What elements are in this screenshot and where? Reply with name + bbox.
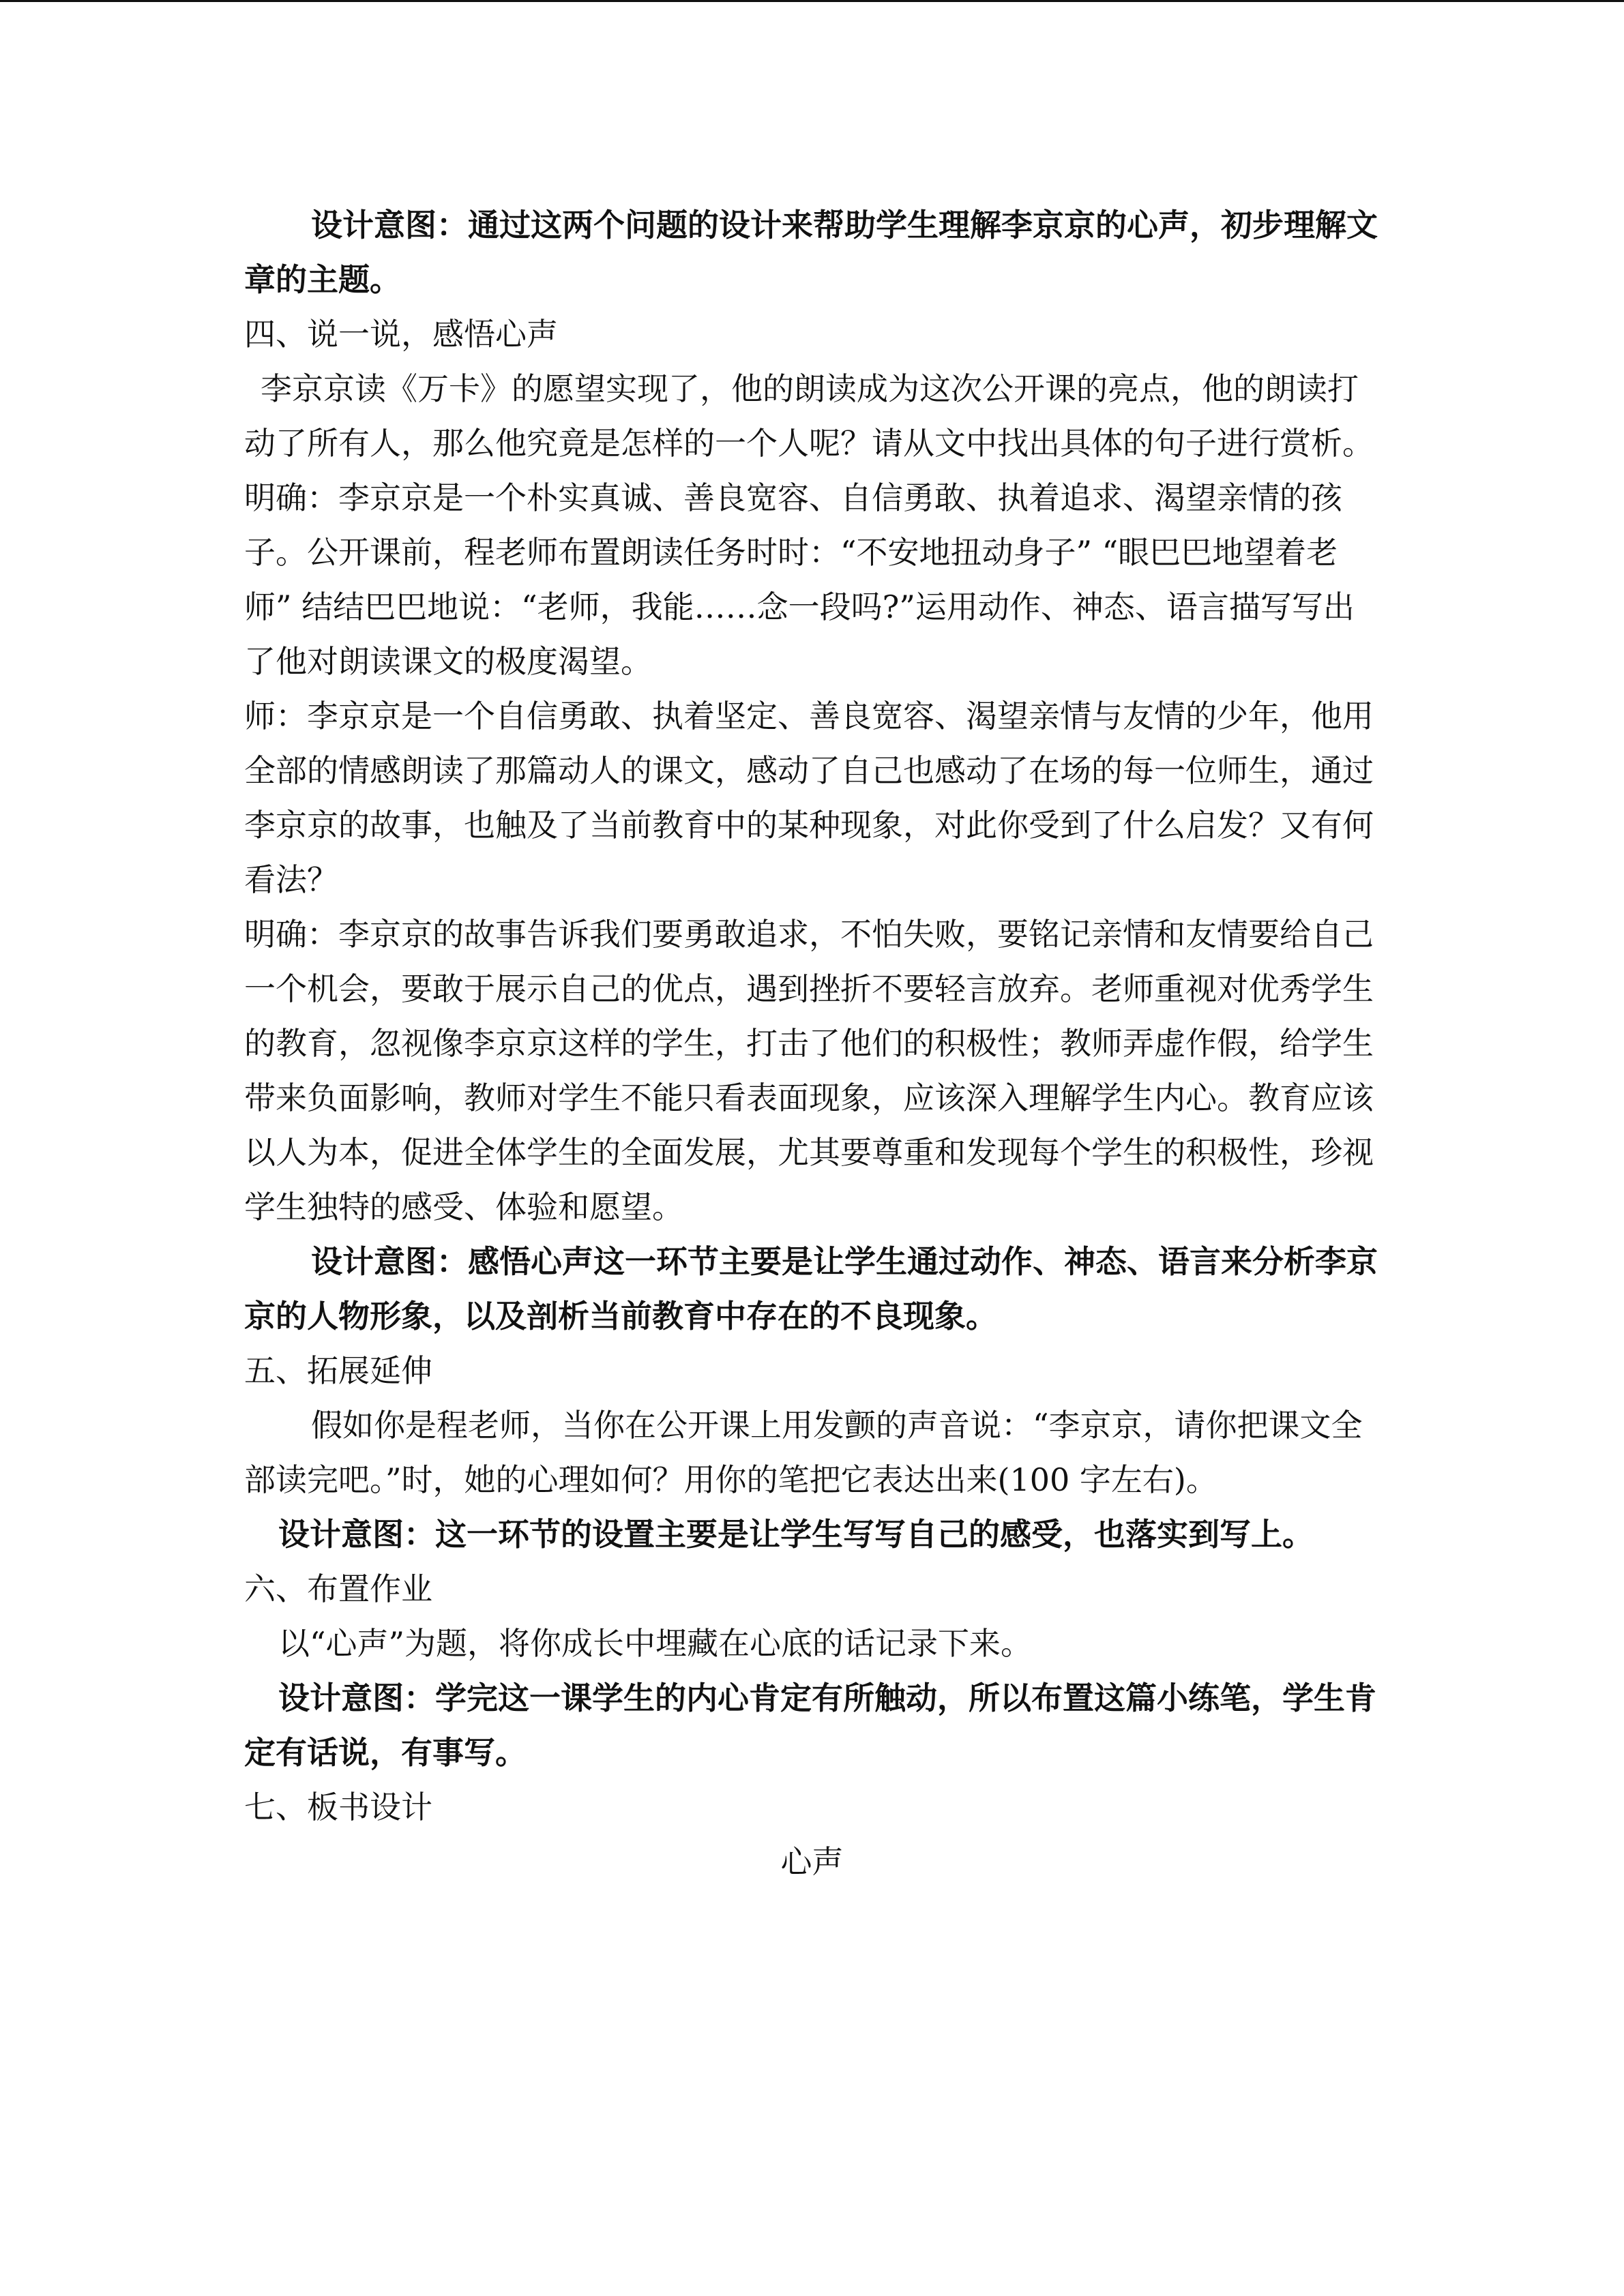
section-heading-4: 四、说一说，感悟心声	[244, 316, 558, 353]
design-intent-paragraph-1: 设计意图：通过这两个问题的设计来帮助学生理解李京京的心声，初步理解文章的主题。	[244, 207, 1378, 298]
page-top-border	[0, 0, 1624, 2]
answer-paragraph-2: 明确：李京京的故事告诉我们要勇敢追求，不怕失败，要铭记亲情和友情要给自己一个机会，要敢于展示自己的优点，遇到挫折不要轻言放弃。老师重视对优秀学生的教育，忽视像李京京这样的学生，打击了他们的积极性；教师弄虚作假，给学生带来负面影响，教师对学生不能只看表面现象，应该深入理解学生内心。教育应该以人为本，促进全体学生的全面发展，尤其要尊重和发现每个学生的积极性，珍视学生独特的感受、体验和愿望。	[244, 916, 1374, 1225]
question-paragraph: 李京京读《万卡》的愿望实现了，他的朗读成为这次公开课的亮点，他的朗读打动了所有人，那么他究竟是怎样的一个人呢？请从文中找出具体的句子进行赏析。	[244, 370, 1374, 462]
section-heading-7: 七、板书设计	[244, 1789, 432, 1825]
design-intent-paragraph-4: 设计意图：学完这一课学生的内心肯定有所触动，所以布置这篇小练笔，学生肯定有话说，有事写。	[244, 1680, 1376, 1771]
section-heading-6: 六、布置作业	[244, 1570, 432, 1607]
extension-paragraph: 假如你是程老师，当你在公开课上用发颤的声音说：“李京京，请你把课文全部读完吧。”时，她的心理如何？用你的笔把它表达出来(100 字左右)。	[244, 1407, 1363, 1498]
answer-paragraph-1: 明确：李京京是一个朴实真诚、善良宽容、自信勇敢、执着追求、渴望亲情的孩子。公开课前，程老师布置朗读任务时时：“不安地扭动身子” “眼巴巴地望着老师” 结结巴巴地说：“老师，我能……念一段吗?”运用动作、神态、语言描写写出了他对朗读课文的极度渴望。	[244, 479, 1355, 680]
homework-paragraph: 以“心声”为题，将你成长中埋藏在心底的话记录下来。	[278, 1625, 1033, 1662]
design-intent-paragraph-3: 设计意图：这一环节的设置主要是让学生写写自己的感受，也落实到写上。	[278, 1516, 1314, 1553]
design-intent-paragraph-2: 设计意图：感悟心声这一环节主要是让学生通过动作、神态、语言来分析李京京的人物形象，以及剖析当前教育中存在的不良现象。	[244, 1243, 1378, 1335]
teacher-paragraph: 师：李京京是一个自信勇敢、执着坚定、善良宽容、渴望亲情与友情的少年，他用全部的情感朗读了那篇动人的课文，感动了自己也感动了在场的每一位师生，通过李京京的故事，也触及了当前教育中的某种现象，对此你受到了什么启发？又有何看法？	[244, 698, 1374, 898]
board-design-title: 心声	[780, 1843, 844, 1880]
section-heading-5: 五、拓展延伸	[244, 1352, 432, 1389]
document-page	[244, 198, 1380, 1889]
